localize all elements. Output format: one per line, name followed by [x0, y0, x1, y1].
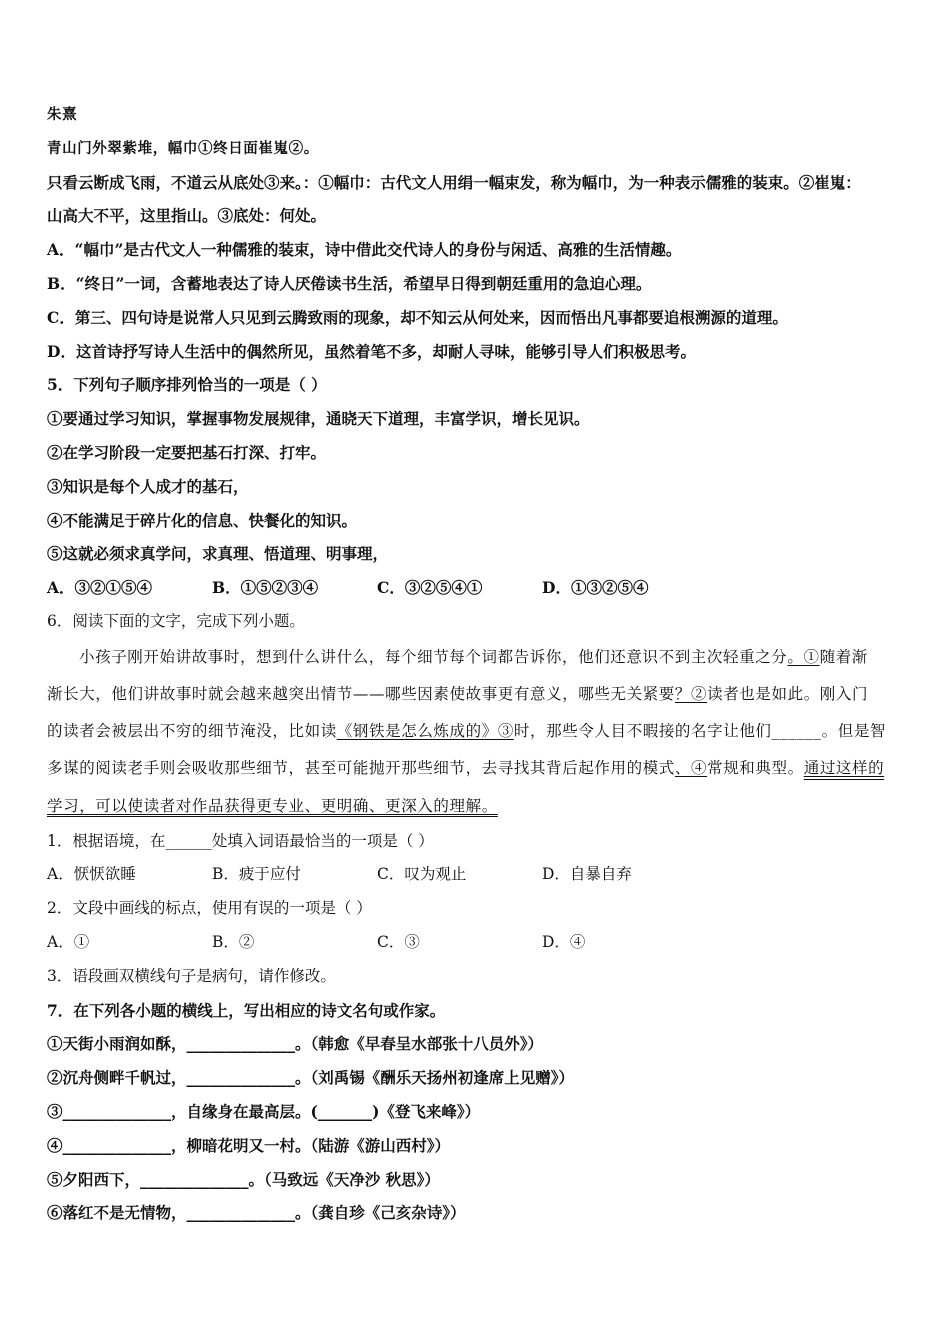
q6-sub1-stem: 1．根据语境，在______处填入词语最恰当的一项是（ ） — [47, 831, 434, 850]
underlined-mark-3: 《钢铁是怎么炼成的》③ — [336, 722, 514, 741]
passage-line-3: 的读者会被层出不穷的细节淹没，比如读《钢铁是怎么炼成的》③时，那些令人目不暇接的名字让他们______。但是智 — [47, 722, 887, 741]
passage-line-4: 多谋的阅读老手则会吸收那些细节，甚至可能抛开那些细节，去寻找其背后起作用的模式、④常规和典型。通过这样的 — [47, 759, 885, 778]
q5-options — [47, 571, 909, 605]
q4-option-c: C．第三、四句诗是说常人只见到云腾致雨的现象，却不知云从何处来，因而悟出凡事都要追根溯源的道理。 — [47, 307, 788, 327]
q6-sub1-option-c: C．叹为观止 — [377, 865, 467, 884]
q7-line-4: ④______________，柳暗花明又一村。（陆游《游山西村》） — [47, 1135, 451, 1155]
q6-sub2-option-c: C．③ — [377, 933, 420, 952]
double-underlined-sentence-end: 学习，可以使读者对作品获得更专业、更明确、更深入的理解。 — [47, 796, 498, 815]
q6-stem: 6．阅读下面的文字，完成下列小题。 — [47, 611, 305, 630]
q7-line-5: ⑤夕阳西下，______________。（马致远《天净沙 秋思》） — [47, 1169, 440, 1189]
poem-notes-cont: 山高大不平，这里指山。③底处：何处。 — [47, 206, 327, 226]
poem-line-2-with-notes: 只看云断成飞雨，不道云从底处③来。：①幅巾：古代文人用绢一幅束发，称为幅巾，为一种表示儒雅的装束。②崔嵬： — [47, 172, 861, 192]
q5-option-c: C．③②⑤④① — [377, 578, 483, 598]
exam-page — [47, 98, 909, 1230]
q6-sub2-stem: 2．文段中画线的标点，使用有误的一项是（ ） — [47, 899, 372, 918]
q5-sentence-1: ①要通过学习知识，掌握事物发展规律，通晓天下道理，丰富学识，增长见识。 — [47, 409, 590, 429]
passage-line-2: 渐长大，他们讲故事时就会越来越突出情节——哪些因素使故事更有意义，哪些无关紧要？②读者也是如此。刚入门 — [47, 684, 869, 703]
poem-line-1: 青山门外翠紫堆，幅巾①终日面崔嵬②。 — [47, 139, 319, 157]
q6-sub1-options — [47, 858, 909, 892]
double-underlined-sentence-start: 通过这样的 — [803, 759, 885, 778]
q6-sub1-option-b: B．疲于应付 — [212, 865, 301, 884]
q6-passage — [47, 639, 909, 825]
q6-sub1-option-d: D．自暴自弃 — [542, 865, 632, 884]
q6-sub2-option-a: A．① — [47, 933, 90, 952]
q6-sub1-option-a: A．恹恹欲睡 — [47, 865, 136, 884]
q7-line-6: ⑥落红不是无情物，______________。（龚自珍《己亥杂诗》） — [47, 1203, 466, 1223]
q4-option-b: B．“终日”一词，含蓄地表达了诗人厌倦读书生活，希望早日得到朝廷重用的急迫心理。 — [47, 273, 652, 293]
q5-option-a: A．③②①⑤④ — [47, 578, 153, 598]
q5-stem: 5．下列句子顺序排列恰当的一项是（ ） — [47, 375, 327, 395]
q5-sentence-3: ③知识是每个人成才的基石， — [47, 476, 249, 496]
passage-line-5 — [47, 788, 909, 825]
q6-sub2-option-d: D．④ — [542, 933, 586, 952]
q7-line-3: ③______________，自缘身在最高层。(_______)《登飞来峰》） — [47, 1102, 481, 1122]
poem-author: 朱熹 — [47, 106, 78, 123]
q5-sentence-5: ⑤这就必须求真学问，求真理、悟道理、明事理， — [47, 544, 389, 564]
q5-sentence-2: ②在学习阶段一定要把基石打深、打牢。 — [47, 442, 327, 462]
passage-line-1: 小孩子刚开始讲故事时，想到什么讲什么，每个细节每个词都告诉你，他们还意识不到主次轻重之分。①随着渐 — [79, 647, 868, 666]
q4-option-d: D．这首诗抒写诗人生活中的偶然所见，虽然着笔不多，却耐人寻味，能够引导人们积极思考。 — [47, 341, 696, 361]
q5-option-d: D．①③②⑤④ — [542, 578, 649, 598]
q6-sub2-options — [47, 926, 909, 960]
q4-option-a: A．“幅巾”是古代文人一种儒雅的装束，诗中借此交代诗人的身份与闲适、高雅的生活情趣。 — [47, 240, 682, 260]
underlined-mark-1: 。① — [787, 647, 820, 666]
underlined-mark-4: 、④ — [674, 759, 708, 778]
q6-sub3-stem: 3．语段画双横线句子是病句，请作修改。 — [47, 966, 336, 985]
q6-sub2-option-b: B．② — [212, 933, 255, 952]
q7-line-2: ②沉舟侧畔千帆过，______________。（刘禹锡《酬乐天扬州初逢席上见赠》） — [47, 1068, 575, 1088]
q5-sentence-4: ④不能满足于碎片化的信息、快餐化的知识。 — [47, 510, 358, 530]
q5-option-b: B．①⑤②③④ — [212, 578, 319, 598]
q7-stem: 7．在下列各小题的横线上，写出相应的诗文名句或作家。 — [47, 1000, 446, 1020]
q7-line-1: ①天街小雨润如酥，______________。（韩愈《早春呈水部张十八员外》） — [47, 1034, 544, 1054]
underlined-mark-2: ？② — [674, 684, 708, 703]
